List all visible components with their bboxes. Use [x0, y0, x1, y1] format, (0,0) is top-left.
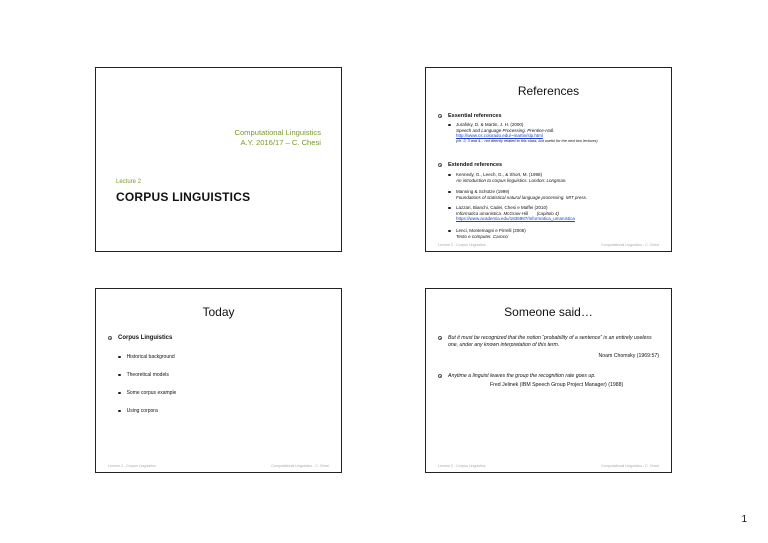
- reference-item: [448, 205, 658, 222]
- section-label: Extended references: [448, 162, 503, 168]
- quote-block: [438, 335, 660, 349]
- reference-author: Lazzari, Bianchi, Cadei, Chesi e Maffei (2010): [456, 205, 548, 210]
- footer-right: Computational Linguistics - C. Chesi: [271, 464, 329, 468]
- slide-title-card: [95, 67, 342, 252]
- bullet-dot-icon: [118, 392, 121, 395]
- ring-bullet-icon: [438, 374, 442, 378]
- reference-item: [448, 189, 658, 200]
- section-corpus-linguistics: [108, 335, 172, 341]
- reference-item: [448, 122, 658, 144]
- lecture-title: CORPUS LINGUISTICS: [116, 190, 251, 204]
- footer-left: Lecture 2 - Corpus Linguistics: [108, 464, 156, 468]
- ring-bullet-icon: [438, 336, 442, 340]
- reference-title: Foundations of statistical natural language processing. MIT press.: [456, 194, 588, 200]
- course-info: [234, 128, 321, 148]
- ring-bullet-icon: [438, 163, 442, 167]
- reference-title: Testo e computer. Carocci: [456, 233, 509, 239]
- footer-left: Lecture 2 - Corpus Linguistics: [438, 243, 486, 247]
- ring-bullet-icon: [108, 336, 112, 340]
- footer-left: Lecture 2 - Corpus Linguistics: [438, 464, 486, 468]
- bullet-dot-icon: [448, 191, 451, 194]
- reference-link[interactable]: https://www.academia.edu/1836987/Informatica_umanistica: [456, 216, 575, 222]
- slide-heading: Today: [202, 305, 235, 319]
- quote-text: But it must be recognized that the notion “probability of a sentence” is an entirely useless one, under any known interpretation of this term.: [448, 335, 652, 348]
- bullet-dot-icon: [118, 374, 121, 377]
- slide-heading: Someone said…: [504, 305, 593, 319]
- reference-title: An introduction to corpus linguistics. London: Longman.: [456, 177, 567, 183]
- quote-attribution: Noam Chomsky (1969:57): [598, 353, 659, 359]
- quote-text: Anytime a linguist leaves the group the recognition rate goes up.: [448, 373, 596, 379]
- list-item-label: Some corpus example: [126, 390, 177, 396]
- list-item: [118, 390, 176, 396]
- course-name: Computational Linguistics: [234, 128, 321, 137]
- reference-title: Informatica umanistica. McGraw-Hill (capitolo 4): [456, 210, 560, 216]
- bullet-dot-icon: [448, 207, 451, 210]
- bullet-dot-icon: [448, 230, 451, 233]
- reference-author: Manning & Schütze (1999): [456, 189, 510, 194]
- slide-references: [425, 67, 672, 252]
- bullet-dot-icon: [448, 174, 451, 177]
- list-item-label: Theoretical models: [126, 372, 169, 378]
- reference-link[interactable]: http://www.cs.colorado.edu/~martin/slp.html: [456, 133, 543, 139]
- list-item: [118, 408, 158, 414]
- quote-attribution: Fred Jelinek (IBM Speech Group Project Manager) (1988): [490, 382, 624, 388]
- reference-author: Jurafsky, D. & Martin, J. H. (2000): [456, 122, 524, 127]
- reference-note: (ch. 2, 3 and 4... not directly related to this class, but useful for the next two lectures): [456, 138, 598, 143]
- reference-item: [448, 172, 658, 183]
- slide-heading: References: [517, 84, 580, 98]
- bullet-dot-icon: [118, 410, 121, 413]
- section-label: Corpus Linguistics: [118, 335, 173, 341]
- list-item-label: Historical background: [126, 354, 175, 360]
- list-item-label: Using corpora: [126, 408, 158, 414]
- section-extended: [438, 162, 502, 168]
- reference-author: Kennedy, G., Leech, G., & Short, M. (1998): [456, 172, 542, 177]
- reference-author: Lenci, Montemagni e Pirrelli (2006): [456, 228, 526, 233]
- reference-item: [448, 228, 658, 239]
- list-item: [118, 354, 175, 360]
- section-label: Essential references: [448, 113, 502, 119]
- footer-right: Computational Linguistics - C. Chesi: [601, 243, 659, 247]
- course-year-teacher: A.Y. 2016/17 – C. Chesi: [240, 138, 321, 147]
- page-number: 1: [741, 514, 747, 525]
- bullet-dot-icon: [118, 356, 121, 359]
- slide-today: [95, 288, 342, 473]
- bullet-dot-icon: [448, 124, 451, 127]
- reference-title: Speech and Language Processing. Prentice-Hall.: [456, 127, 555, 133]
- quote-block: [438, 373, 660, 380]
- footer-right: Computational Linguistics - C. Chesi: [601, 464, 659, 468]
- lecture-number: Lecture 2: [116, 179, 142, 185]
- list-item: [118, 372, 169, 378]
- slide-quotes: [425, 288, 672, 473]
- section-essential: [438, 113, 502, 119]
- ring-bullet-icon: [438, 114, 442, 118]
